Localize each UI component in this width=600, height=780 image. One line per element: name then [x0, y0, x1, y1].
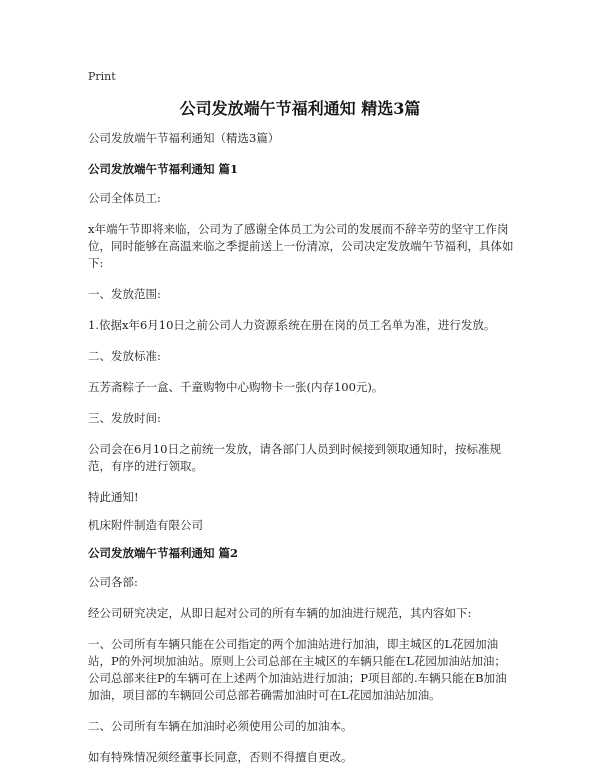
- scope-heading: 一、发放范围:: [88, 287, 161, 301]
- section-1-intro: x年端午节即将来临，公司为了感谢全体员工为公司的发展而不辞辛劳的坚守工作岗位，同时能够在高温来临之季提前送上一份清凉，公司决定发放端午节福利，具体如下:: [88, 222, 514, 270]
- scope-text: 1.依据x年6月10日之前公司人力资源系统在册在岗的员工名单为准，进行发放。: [88, 318, 496, 332]
- section-2-intro: 经公司研究决定，从即日起对公司的所有车辆的加油进行规范，其内容如下:: [88, 606, 472, 620]
- standard-text: 五芳斋粽子一盒、千童购物中心购物卡一张(内存100元)。: [88, 380, 384, 394]
- time-text: 公司会在6月10日之前统一发放，请各部门人员到时候接到领取通知时，按标准规范，有序的进行领取。: [88, 442, 501, 473]
- rule-item-2: 二、公司所有车辆在加油时必须使用公司的加油本。: [88, 719, 353, 733]
- company-signature: 机床附件制造有限公司: [88, 518, 203, 532]
- section-1-greeting: 公司全体员工:: [88, 191, 161, 205]
- special-note: 如有特殊情况须经董事长同意，否则不得擅自更改。: [88, 750, 353, 764]
- subtitle: 公司发放端午节福利通知（精选3篇）: [88, 131, 280, 145]
- section-2-heading: 公司发放端午节福利通知 篇2: [88, 546, 239, 560]
- standard-heading: 二、发放标准:: [88, 349, 161, 363]
- rule-item-1: 一、公司所有车辆只能在公司指定的两个加油站进行加油，即主城区的L花园加油站，P的外河坝加油站。原则上公司总部在主城区的车辆只能在L花园加油站加油；公司总部来往P的车辆可在上述两个加油站进行加油；P项目部的.车辆只能在B加油加油，项目部的车辆回公司总部若确需加油时可在L花园加油站加油。: [88, 637, 507, 702]
- time-heading: 三、发放时间:: [88, 411, 161, 425]
- section-2-greeting: 公司各部:: [88, 575, 138, 589]
- section-1-heading: 公司发放端午节福利通知 篇1: [88, 162, 239, 176]
- print-label[interactable]: Print: [88, 70, 116, 83]
- document-body: [88, 130, 516, 780]
- document-title: 公司发放端午节福利通知 精选3篇: [179, 99, 421, 118]
- closing-note: 特此通知!: [88, 490, 139, 504]
